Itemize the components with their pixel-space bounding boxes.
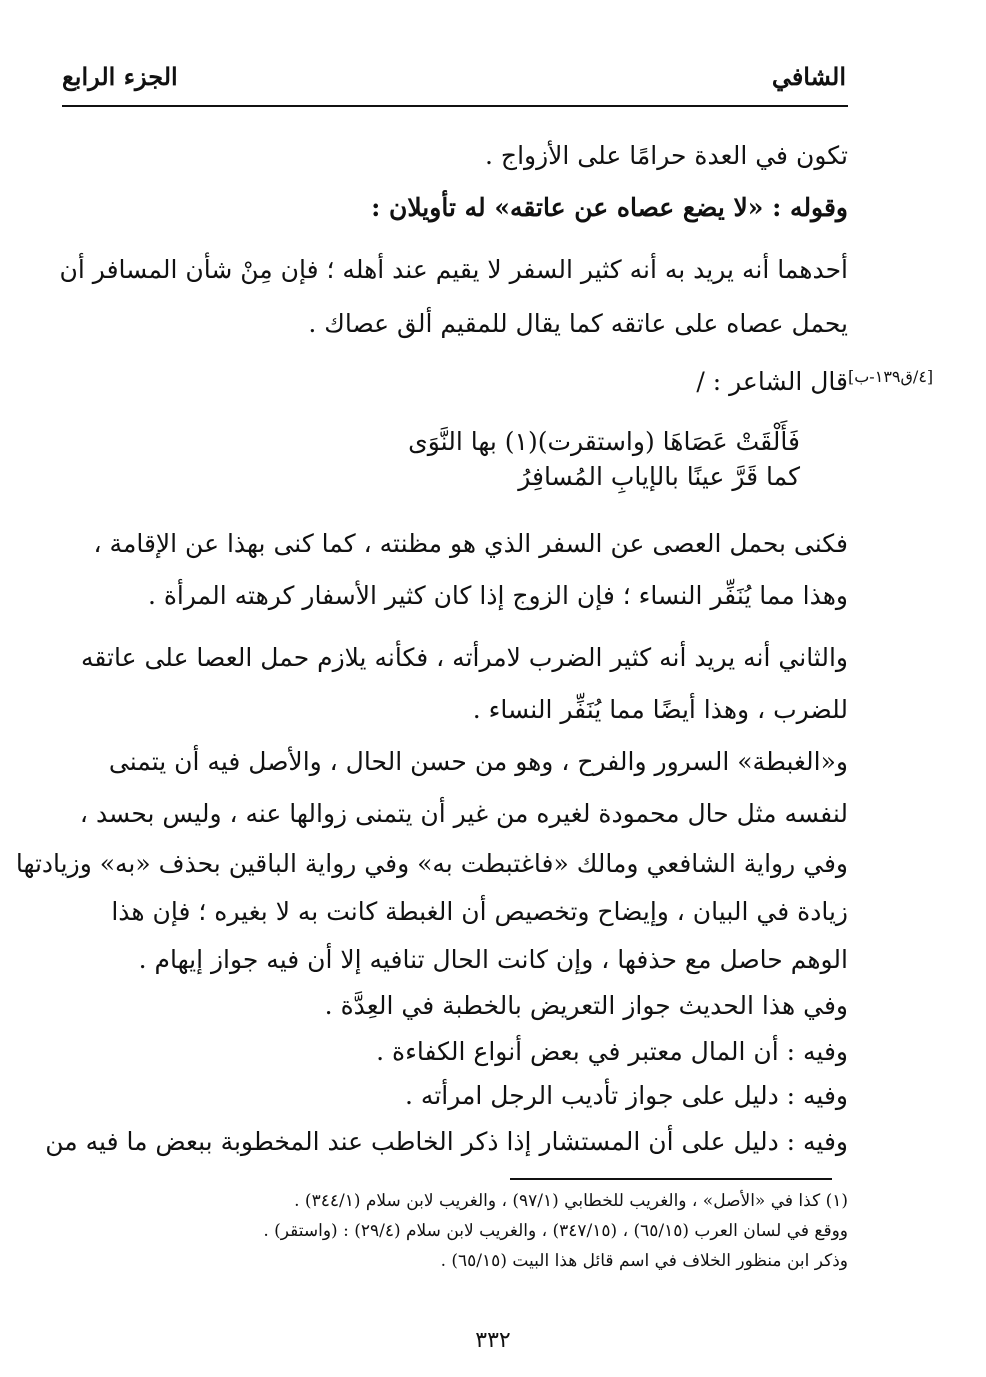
footnote-rule (510, 1178, 832, 1180)
footnote-line: (١) كذا في «الأصل» ، والغريب للخطابي (٩٧/١) ، والغريب لابن سلام (٣٤٤/١) . (294, 1191, 848, 1211)
text-line: وقوله : «لا يضع عصاه عن عاتقه» له تأويلان : (371, 193, 848, 222)
text-line: وفيه : دليل على أن المستشار إذا ذكر الخاطب عند المخطوبة ببعض ما فيه من (45, 1127, 848, 1156)
poem-first-hemistich: فَأَلْقَتْ عَصَاهَا (واستقرت)(١) بها النَّوَى (408, 427, 800, 456)
page-header (62, 58, 846, 100)
text-line: تكون في العدة حرامًا على الأزواج . (485, 141, 848, 170)
page-number: ٣٣٢ (475, 1328, 511, 1353)
text-line: وفيه : دليل على جواز تأديب الرجل امرأته . (405, 1081, 848, 1110)
text-line: فكنى بحمل العصى عن السفر الذي هو مظنته ، كما كنى بهذا عن الإقامة ، (93, 529, 848, 558)
part-title: الجزء الرابع (62, 62, 178, 91)
poem-second-hemistich: كما قَرَّ عينًا بالإيابِ المُسافِرُ (518, 462, 800, 491)
manuscript-folio-note: [٤/ق١٣٩-ب] (848, 367, 934, 386)
text-line: زيادة في البيان ، وإيضاح وتخصيص أن الغبطة كانت به لا بغيره ؛ فإن هذا (111, 897, 848, 926)
text-line: أحدهما أنه يريد به أنه كثير السفر لا يقيم عند أهله ؛ فإن مِنْ شأن المسافر أن (59, 255, 848, 284)
header-rule (62, 105, 848, 107)
text-line: قال الشاعر : / (696, 367, 848, 396)
text-line: لنفسه مثل حال محمودة لغيره من غير أن يتمنى زوالها عنه ، وليس بحسد ، (79, 799, 848, 828)
text-line: للضرب ، وهذا أيضًا مما يُنَفِّر النساء . (472, 695, 848, 724)
text-line: وهذا مما يُنَفِّر النساء ؛ فإن الزوج إذا كان كثير الأسفار كرهته المرأة . (147, 581, 848, 610)
text-line: و«الغبطة» السرور والفرح ، وهو من حسن الحال ، والأصل فيه أن يتمنى (108, 747, 848, 776)
footnote-line: ووقع في لسان العرب (٦٥/١٥) ، (٣٤٧/١٥) ، والغريب لابن سلام (٢٩/٤) : (واستقر) . (263, 1221, 848, 1241)
book-title: الشافي (771, 62, 846, 91)
text-line: يحمل عصاه على عاتقه كما يقال للمقيم ألق عصاك . (308, 309, 848, 338)
text-line: والثاني أنه يريد أنه كثير الضرب لامرأته ، فكأنه يلازم حمل العصا على عاتقه (80, 643, 848, 672)
footnote-line: وذكر ابن منظور الخلاف في اسم قائل هذا البيت (٦٥/١٥) . (440, 1251, 848, 1271)
footnotes (62, 1186, 848, 1276)
text-line: وفيه : أن المال معتبر في بعض أنواع الكفاءة . (376, 1037, 848, 1066)
text-line: وفي رواية الشافعي ومالك «فاغتبطت به» وفي رواية الباقين بحذف «به» وزيادتها (15, 849, 848, 878)
text-line: وفي هذا الحديث جواز التعريض بالخطبة في العِدَّة . (324, 991, 848, 1020)
text-line: الوهم حاصل مع حذفها ، وإن كانت الحال تنافيه إلا أن فيه جواز إيهام . (138, 945, 848, 974)
